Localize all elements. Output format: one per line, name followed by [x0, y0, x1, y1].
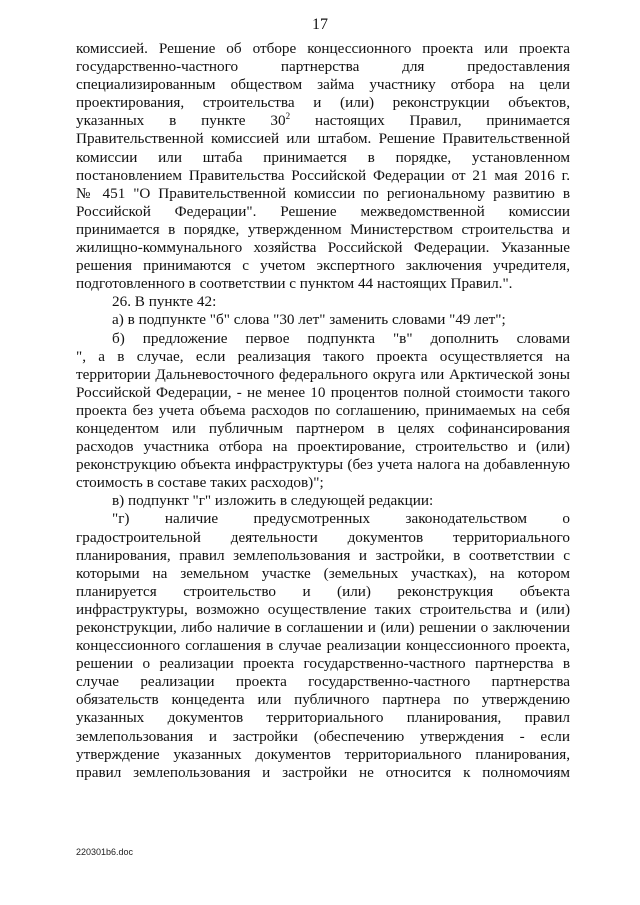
paragraph-subpoint-a	[76, 311, 570, 329]
text-line: реконструкцию объекта инфраструктуры (без учета налога на добавленную	[76, 456, 570, 474]
text-line: обязательств концедента или публичного партнера по утверждению	[76, 691, 570, 709]
text-line: 26. В пункте 42:	[112, 293, 217, 311]
superscript: 2	[285, 111, 291, 122]
paragraph-subpoint-v	[76, 492, 570, 510]
text-line: жилищно-коммунального хозяйства Российской Федерации. Указанные	[76, 239, 570, 257]
text-line: а) в подпункте "б" слова "30 лет" заменить словами "49 лет";	[112, 311, 506, 329]
text-line: концедентом или публичным партнером в целях софинансирования	[76, 419, 570, 437]
text-line: расходов участника отбора на проектирование, строительство и (или)	[76, 438, 570, 456]
text-line: подготовленного в соответствии с пунктом 44 настоящих Правил.".	[76, 275, 513, 293]
text-line: которыми на земельном участке (земельных участках), на котором	[76, 564, 570, 582]
text-line: указанных документов территориального планирования, правил	[76, 709, 570, 727]
text-line: правил землепользования и застройки не относится к полномочиям	[76, 763, 570, 781]
text-line: градостроительной деятельности документов территориального	[76, 528, 570, 546]
text-line: землепользования и застройки (обеспечению утверждения - если	[76, 727, 570, 745]
text-line: утверждение указанных документов территориального планирования,	[76, 745, 570, 763]
paragraph-decision-rules	[76, 40, 570, 293]
text-line: реконструкции, либо наличие в соглашении и (или) решении о заключении	[76, 619, 570, 636]
text-line: № 451 "О Правительственной комиссии по региональному развитию в	[76, 184, 570, 202]
text-line: Российской Федерации". Решение межведомственной комиссии	[76, 202, 570, 220]
paragraph-subpoint-b	[76, 330, 570, 493]
text-line: принимается в порядке, утвержденном Министерством строительства и	[76, 220, 570, 238]
text-line: специализированным обществом займа участнику отбора на цели	[76, 76, 570, 94]
text-line: случае реализации проекта государственно-частного партнерства	[76, 673, 570, 691]
text-line: проектирования, строительства и (или) реконструкции объектов,	[76, 94, 570, 112]
text-line: комиссией. Решение об отборе концессионного проекта или проекта	[76, 40, 570, 57]
text-line: планирования, правил землепользования и застройки, в соответствии с	[76, 546, 570, 564]
text-line: постановлением Правительства Российской Федерации от 21 мая 2016 г.	[76, 166, 570, 184]
text-line: решения принимаются с учетом экспертного заключения учредителя,	[76, 257, 570, 275]
paragraph-subpoint-g-new-text	[76, 510, 570, 781]
paragraph-point-26	[76, 293, 570, 311]
text-line: Российской Федерации, - не менее 10 процентов полной стоимости такого	[76, 383, 570, 401]
text-line: б) предложение первое подпункта "в" дополнить словами	[112, 329, 570, 347]
text-line: концессионного соглашения в случае реализации концессионного проекта,	[76, 637, 570, 655]
text-line: решении о реализации проекта государственно-частного партнерства в	[76, 655, 570, 673]
text-line: комиссии или штаба принимается в порядке, установленном	[76, 148, 570, 166]
text-line: инфраструктуры, возможно осуществление таких строительства и (или)	[76, 600, 570, 618]
text-line: территории Дальневосточного федерального округа или Арктической зоны	[76, 365, 570, 383]
text-line: в) подпункт "г" изложить в следующей редакции:	[112, 492, 434, 510]
document-body	[76, 40, 570, 782]
text-line	[76, 112, 570, 130]
text-fragment: указанных в пункте 30	[76, 112, 286, 130]
text-line: проекта без учета объема расходов по соглашению, принимаемых на себя	[76, 401, 570, 419]
text-line: государственно-частного партнерства для предоставления	[76, 58, 570, 76]
footer-filename: 220301b6.doc	[76, 847, 134, 857]
text-line: ", а в случае, если реализация такого проекта осуществляется на	[76, 347, 570, 365]
text-line: стоимость в составе таких расходов)";	[76, 474, 324, 492]
text-line: планируется строительство и (или) реконструкция объекта	[76, 582, 570, 600]
text-fragment: настоящих Правил, принимается	[290, 112, 571, 130]
text-line: "г) наличие предусмотренных законодательством о	[112, 510, 570, 528]
text-line: Правительственной комиссией или штабом. Решение Правительственной	[76, 130, 570, 148]
page-number: 17	[312, 16, 328, 33]
